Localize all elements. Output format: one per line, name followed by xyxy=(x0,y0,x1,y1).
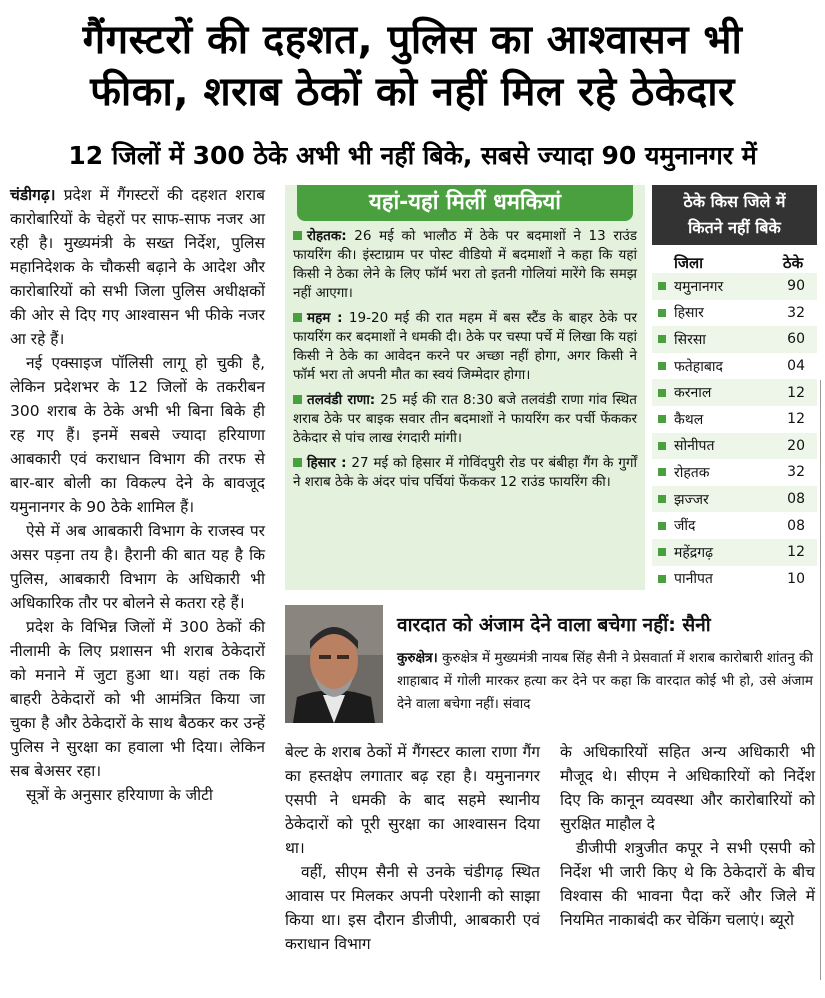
square-bullet-icon xyxy=(658,362,666,370)
square-bullet-icon xyxy=(658,442,666,450)
district-name: झज्जर xyxy=(674,491,709,508)
square-bullet-icon xyxy=(293,313,302,322)
dateline: चंडीगढ़। xyxy=(10,186,56,204)
unsold-count: 12 xyxy=(787,544,805,561)
article-paragraph: नई एक्साइज पॉलिसी लागू हो चुकी है, लेकिन प्रदेशभर के 12 जिलों के तकरीबन 300 शराब के ठेके अभी भी बिना बिके ही रह गए हैं। इनमें सबसे ज्यादा हरियाणा आबकारी एवं कराधान विभाग की तरफ से बार-बार बोली का विकल्प देने के बावजूद यमुनानगर के 90 ठेके शामिल हैं। xyxy=(10,354,265,516)
unsold-count: 32 xyxy=(787,304,805,321)
threat-item xyxy=(285,454,645,492)
square-bullet-icon xyxy=(293,231,302,240)
square-bullet-icon xyxy=(658,575,666,583)
district-name: फतेहाबाद xyxy=(674,358,723,375)
district-column-header: जिला xyxy=(674,254,704,272)
unsold-count: 08 xyxy=(787,491,805,508)
paragraph-text: प्रदेश में गैंगस्टरों की दहशत शराब कारोबारियों के चेहरों पर साफ-साफ नजर आ रही है। मुख्यमंत्री के सख्त निर्देश, पुलिस महानिदेशक के चौकसी बढ़ाने के आदेश और कारोबारियों को सभी जिला पुलिस अधीक्षकों की ओर से दिए गए आश्वासन भी फीके नजर आ रहे हैं। xyxy=(10,186,265,348)
threat-place: रोहतक: xyxy=(307,228,347,244)
square-bullet-icon xyxy=(658,309,666,317)
article-paragraph: प्रदेश के विभिन्न जिलों में 300 ठेकों की नीलामी के लिए प्रशासन भी शराब ठेकेदारों को मनाने में जुटा हुआ था। यहां तक कि बाहरी ठेकेदारों को भी आमंत्रित किया जा चुका है और ठेकेदारों के साथ बैठकर कर उन्हें पुलिस ने सुरक्षा का हवाला भी दिया। लेकिन सब बेअसर रहा। xyxy=(10,618,265,780)
table-title xyxy=(652,185,817,245)
table-row xyxy=(652,539,817,566)
unsold-count: 12 xyxy=(787,384,805,401)
table-row xyxy=(652,406,817,433)
district-name: महेंद्रगढ़ xyxy=(674,544,714,561)
article-column-1 xyxy=(10,183,265,807)
table-row xyxy=(652,353,817,380)
article-paragraph xyxy=(10,183,265,351)
square-bullet-icon xyxy=(658,335,666,343)
table-row xyxy=(652,486,817,513)
saini-dateline: कुरुक्षेत्र। xyxy=(397,650,438,666)
table-row xyxy=(652,459,817,486)
article-paragraph: वहीं, सीएम सैनी से उनके चंडीगढ़ स्थित आवास पर मिलकर अपनी परेशानी को साझा किया था। इस दौरान डीजीपी, आबकारी एवं कराधान विभाग xyxy=(285,863,540,953)
threat-text: 25 मई की रात 8:30 बजे तलवंडी राणा गांव स्थित शराब ठेके पर बाइक सवार तीन बदमाशों ने फायरिंग कर पर्ची फेंककर ठेकेदार से पांच लाख रंगदारी मांगी। xyxy=(293,392,637,446)
saini-body-text: कुरुक्षेत्र में मुख्यमंत्री नायब सिंह सैनी ने प्रेसवार्ता में शराब कारोबारी शांतनु की शाहाबाद में गोली मारकर हत्या कर देने पर कहा कि वारदात कोई भी हो, उसे अंजाम देने वाला बचेगा नहीं। संवाद xyxy=(397,650,813,712)
threat-item xyxy=(285,309,645,385)
portrait-photo xyxy=(285,605,383,723)
unsold-count: 10 xyxy=(787,570,805,587)
threat-text: 26 मई को भालौठ में ठेके पर बदमाशों ने 13 राउंड फायरिंग की। इंस्टाग्राम पर पोस्ट वीडियो में बदमाशों ने कहा कि यहां किसी ने ठेका लेने के लिए फॉर्म भरा तो इतनी गोलियां मारेंगे कि समझ नहीं आएगा। xyxy=(293,228,637,301)
unsold-count: 08 xyxy=(787,517,805,534)
article-paragraph: डीजीपी शत्रुजीत कपूर ने सभी एसपी को निर्देश भी जारी किए थे कि ठेकेदारों के बीच विश्वास की भावना पैदा करें और जिले में नियमित नाकाबंदी कर चेकिंग चलाएं। ब्यूरो xyxy=(560,839,815,929)
district-name: हिसार xyxy=(674,305,704,322)
district-name: करनाल xyxy=(674,385,712,402)
threat-place: तलवंडी राणा: xyxy=(307,392,376,408)
threats-title: यहां-यहां मिलीं धमकियां xyxy=(297,185,633,221)
square-bullet-icon xyxy=(658,468,666,476)
square-bullet-icon xyxy=(658,415,666,423)
article-paragraph: ऐसे में अब आबकारी विभाग के राजस्व पर असर पड़ना तय है। हैरानी की बात यह है कि पुलिस, आबकारी विभाग के अधिकारी भी अधिकारिक तौर पर बोलने से कतरा रहे हैं। xyxy=(10,522,265,612)
article-paragraph: सूत्रों के अनुसार हरियाणा के जीटी xyxy=(26,786,213,804)
district-name: यमुनानगर xyxy=(674,278,724,295)
square-bullet-icon xyxy=(658,548,666,556)
threat-item xyxy=(285,391,645,448)
threat-text: 19-20 मई की रात महम में बस स्टैंड के बाहर ठेके पर फायरिंग कर बदमाशों ने धमकी दी। ठेके पर चस्पा पर्चे में लिखा कि यहां किसी ने ठेके का आवेदन करने पर अच्छा नहीं होगा, अगर किसी ने फॉर्म भरा तो अपनी मौत का स्वयं जिम्मेदार होगा। xyxy=(293,310,637,383)
unsold-count: 90 xyxy=(787,278,805,295)
headline-line-1: गैंगस्टरों की दहशत, पुलिस का आश्वासन भी xyxy=(82,17,743,63)
table-title-line-2: कितने नहीं बिके xyxy=(688,218,781,237)
saini-title: वारदात को अंजाम देने वाला बचेगा नहीं: सैनी xyxy=(397,614,711,636)
district-name: सोनीपत xyxy=(674,438,715,455)
unsold-count: 32 xyxy=(787,464,805,481)
saini-story xyxy=(285,605,815,727)
unsold-count: 12 xyxy=(787,411,805,428)
district-table xyxy=(652,185,817,605)
table-row xyxy=(652,379,817,406)
unsold-count: 60 xyxy=(787,331,805,348)
square-bullet-icon xyxy=(658,495,666,503)
square-bullet-icon xyxy=(293,458,302,467)
table-rows xyxy=(652,273,817,592)
threat-place: महम : xyxy=(307,310,343,326)
table-row xyxy=(652,300,817,327)
unsold-count: 20 xyxy=(787,437,805,454)
threat-text: 27 मई को हिसार में गोविंदपुरी रोड पर बंबीहा गैंग के गुर्गों ने शराब ठेके के अंदर पांच पर्चियां फेंककर 12 राउंड फायरिंग की। xyxy=(293,455,637,490)
saini-body xyxy=(397,647,813,716)
unsold-count: 04 xyxy=(787,358,805,375)
threat-item xyxy=(285,227,645,303)
article-column-3 xyxy=(560,740,815,932)
district-name: पानीपत xyxy=(674,571,713,588)
table-header-row xyxy=(652,253,817,273)
district-name: रोहतक xyxy=(674,464,710,481)
square-bullet-icon xyxy=(658,522,666,530)
subheadline: 12 जिलों में 300 ठेके अभी भी नहीं बिके, सबसे ज्यादा 90 यमुनानगर में xyxy=(68,141,757,170)
headline-line-2: फीका, शराब ठेकों को नहीं मिल रहे ठेकेदार xyxy=(90,69,735,115)
table-row xyxy=(652,566,817,593)
threat-place: हिसार : xyxy=(307,455,347,471)
district-name: सिरसा xyxy=(674,331,706,348)
table-row xyxy=(652,512,817,539)
district-name: जींद xyxy=(674,518,696,535)
article-column-2 xyxy=(285,740,540,956)
column-divider xyxy=(820,380,821,980)
table-row xyxy=(652,326,817,353)
article-paragraph: के अधिकारियों सहित अन्य अधिकारी भी मौजूद थे। सीएम ने अधिकारियों को निर्देश दिए कि कानून व्यवस्था और कारोबारियों को सुरक्षित माहौल दे xyxy=(560,743,815,833)
square-bullet-icon xyxy=(293,395,302,404)
table-row xyxy=(652,273,817,300)
article-paragraph: बेल्ट के शराब ठेकों में गैंगस्टर काला राणा गैंग का हस्तक्षेप लगातार बढ़ रहा है। यमुनानगर एसपी ने धमकी के बाद सहमे स्थानीय ठेकेदारों को पूरी सुरक्षा का आश्वासन दिया था। xyxy=(285,743,540,857)
threats-box xyxy=(285,185,645,590)
square-bullet-icon xyxy=(658,389,666,397)
count-column-header: ठेके xyxy=(782,254,804,272)
district-name: कैथल xyxy=(674,411,704,428)
table-row xyxy=(652,433,817,460)
table-title-line-1: ठेके किस जिले में xyxy=(683,192,786,211)
square-bullet-icon xyxy=(658,282,666,290)
